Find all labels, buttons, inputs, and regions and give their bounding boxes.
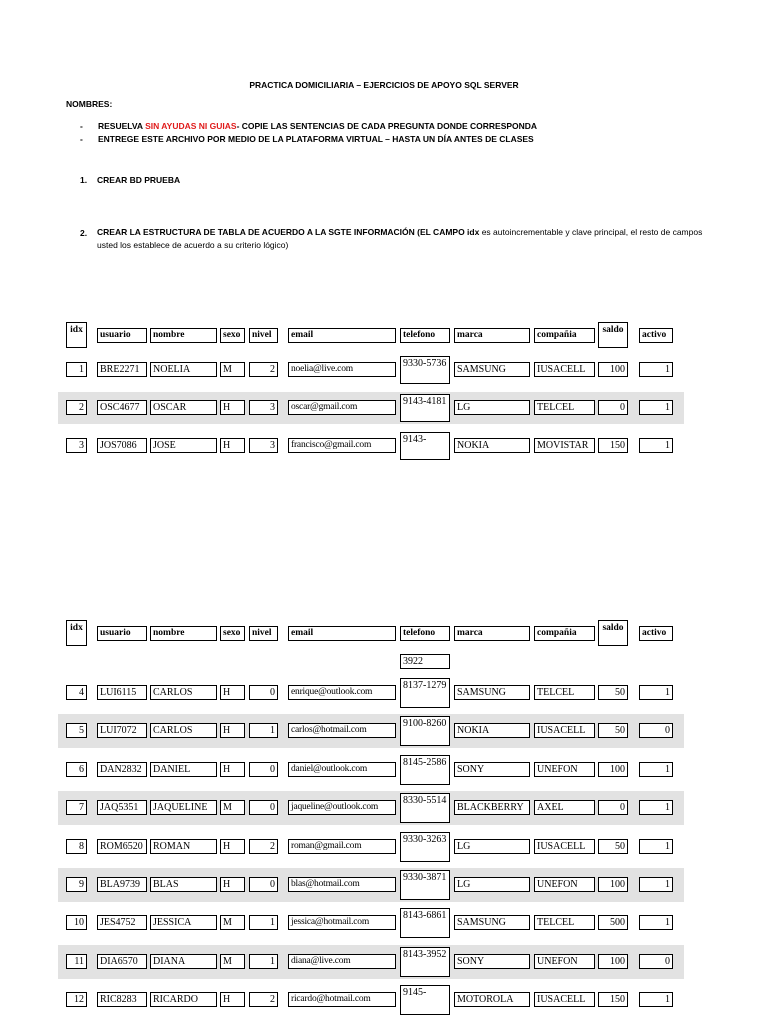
cell-saldo: 50	[598, 839, 628, 854]
cell-compania: TELCEL	[534, 915, 595, 930]
question-2-text	[97, 226, 707, 252]
bullet-dash: -	[80, 134, 83, 144]
cell-activo: 1	[639, 762, 673, 777]
cell-nivel: 3	[249, 400, 278, 415]
cell-email: carlos@hotmail.com	[288, 723, 396, 738]
cell-telefono: 8137-1279	[400, 678, 450, 708]
cell-saldo: 100	[598, 762, 628, 777]
column-header-marca: marca	[454, 328, 530, 343]
column-header-sexo: sexo	[220, 328, 245, 343]
cell-email: enrique@outlook.com	[288, 685, 396, 700]
cell-nombre: DIANA	[150, 954, 217, 969]
cell-saldo: 100	[598, 362, 628, 377]
header-row	[0, 620, 768, 646]
cell-compania: TELCEL	[534, 400, 595, 415]
column-header-compania: compañia	[534, 328, 595, 343]
cell-sexo: M	[220, 800, 245, 815]
cell-marca: BLACKBERRY	[454, 800, 530, 815]
cell-marca: MOTOROLA	[454, 992, 530, 1007]
cell-email: ricardo@hotmail.com	[288, 992, 396, 1007]
cell-usuario: BRE2271	[97, 362, 147, 377]
page-title: PRACTICA DOMICILIARIA – EJERCICIOS DE APOYO SQL SERVER	[249, 80, 519, 90]
cell-idx: 5	[66, 723, 87, 738]
column-header-nivel: nivel	[249, 328, 278, 343]
cell-idx: 1	[66, 362, 87, 377]
cell-nombre: CARLOS	[150, 685, 217, 700]
cell-email: noelia@live.com	[288, 362, 396, 377]
cell-telefono: 8143-6861	[400, 908, 450, 938]
table-row	[0, 983, 768, 1017]
cell-nombre: NOELIA	[150, 362, 217, 377]
cell-nombre: RICARDO	[150, 992, 217, 1007]
cell-sexo: H	[220, 839, 245, 854]
cell-nivel: 2	[249, 839, 278, 854]
instruction-1-highlight: SIN AYUDAS NI GUIAS	[145, 121, 237, 131]
cell-sexo: H	[220, 438, 245, 453]
cell-sexo: H	[220, 992, 245, 1007]
cell-saldo: 0	[598, 400, 628, 415]
column-header-email: email	[288, 626, 396, 641]
question-1	[80, 175, 180, 185]
table-row	[0, 906, 768, 940]
table-row	[0, 392, 768, 424]
cell-telefono: 9143-4181	[400, 394, 450, 422]
cell-activo: 1	[639, 800, 673, 815]
cell-compania: IUSACELL	[534, 839, 595, 854]
cell-saldo: 150	[598, 992, 628, 1007]
cell-saldo: 500	[598, 915, 628, 930]
column-header-telefono: telefono	[400, 328, 450, 343]
cell-idx: 10	[66, 915, 87, 930]
cell-nombre: JOSE	[150, 438, 217, 453]
table-row	[0, 430, 768, 462]
cell-nivel: 1	[249, 915, 278, 930]
cell-saldo: 0	[598, 800, 628, 815]
cell-idx: 9	[66, 877, 87, 892]
cell-sexo: H	[220, 762, 245, 777]
question-2-bold: CREAR LA ESTRUCTURA DE TABLA DE ACUERDO A LA SGTE INFORMACIÓN (EL CAMPO idx	[97, 227, 482, 237]
cell-nivel: 0	[249, 800, 278, 815]
cell-nombre: JESSICA	[150, 915, 217, 930]
cell-compania: MOVISTAR	[534, 438, 595, 453]
question-2-normal: es autoincrementable y clave principal, el resto de campos usted los establece de acuerdo a su criterio lógico)	[97, 227, 703, 250]
cell-marca: SAMSUNG	[454, 915, 530, 930]
bullet-dash: -	[80, 121, 83, 131]
header-row	[0, 322, 768, 348]
cell-marca: LG	[454, 877, 530, 892]
column-header-telefono: telefono	[400, 626, 450, 641]
table-row	[0, 945, 768, 979]
cell-activo: 0	[639, 954, 673, 969]
cell-idx: 7	[66, 800, 87, 815]
cell-saldo: 100	[598, 877, 628, 892]
cell-telefono: 9330-3871	[400, 870, 450, 900]
cell-compania: AXEL	[534, 800, 595, 815]
cell-compania: IUSACELL	[534, 723, 595, 738]
cell-marca: SAMSUNG	[454, 685, 530, 700]
cell-nivel: 2	[249, 992, 278, 1007]
column-header-compania: compañia	[534, 626, 595, 641]
column-header-activo: activo	[639, 626, 673, 641]
cell-activo: 1	[639, 992, 673, 1007]
column-header-marca: marca	[454, 626, 530, 641]
cell-nivel: 2	[249, 362, 278, 377]
column-header-nivel: nivel	[249, 626, 278, 641]
column-header-usuario: usuario	[97, 626, 147, 641]
cell-email: blas@hotmail.com	[288, 877, 396, 892]
cell-nombre: DANIEL	[150, 762, 217, 777]
cell-compania: TELCEL	[534, 685, 595, 700]
question-1-number: 1.	[80, 175, 88, 185]
cell-nombre: JAQUELINE	[150, 800, 217, 815]
question-2-number: 2.	[80, 228, 88, 238]
cell-idx: 4	[66, 685, 87, 700]
cell-marca: NOKIA	[454, 438, 530, 453]
cell-nivel: 3	[249, 438, 278, 453]
cell-sexo: H	[220, 877, 245, 892]
cell-usuario: LUI6115	[97, 685, 147, 700]
cell-idx: 8	[66, 839, 87, 854]
column-header-sexo: sexo	[220, 626, 245, 641]
instruction-2-text: ENTREGE ESTE ARCHIVO POR MEDIO DE LA PLATAFORMA VIRTUAL – HASTA UN DÍA ANTES DE CLASES	[98, 134, 534, 144]
cell-idx: 2	[66, 400, 87, 415]
cell-sexo: H	[220, 723, 245, 738]
instruction-1-prefix: RESUELVA	[98, 121, 146, 131]
cell-idx: 3	[66, 438, 87, 453]
cell-email: roman@gmail.com	[288, 839, 396, 854]
cell-telefono: 8145-2586	[400, 755, 450, 785]
column-header-saldo: saldo	[598, 322, 628, 348]
cell-usuario: DAN2832	[97, 762, 147, 777]
cell-sexo: H	[220, 400, 245, 415]
cell-idx: 11	[66, 954, 87, 969]
column-header-usuario: usuario	[97, 328, 147, 343]
cell-nombre: ROMAN	[150, 839, 217, 854]
cell-marca: NOKIA	[454, 723, 530, 738]
cell-usuario: LUI7072	[97, 723, 147, 738]
cell-usuario: DIA6570	[97, 954, 147, 969]
cell-activo: 0	[639, 723, 673, 738]
cell-idx: 12	[66, 992, 87, 1007]
cell-marca: LG	[454, 839, 530, 854]
cell-nivel: 1	[249, 723, 278, 738]
cell-nombre: BLAS	[150, 877, 217, 892]
cell-email: jessica@hotmail.com	[288, 915, 396, 930]
cell-nivel: 0	[249, 877, 278, 892]
cell-activo: 1	[639, 839, 673, 854]
cell-nombre: CARLOS	[150, 723, 217, 738]
cell-compania: IUSACELL	[534, 992, 595, 1007]
cell-marca: SONY	[454, 762, 530, 777]
column-header-nombre: nombre	[150, 328, 217, 343]
cell-email: francisco@gmail.com	[288, 438, 396, 453]
cell-sexo: M	[220, 915, 245, 930]
table-row	[0, 830, 768, 864]
table-row	[0, 676, 768, 710]
cell-telefono: 9330-5736	[400, 356, 450, 384]
cell-usuario: JES4752	[97, 915, 147, 930]
cell-compania: UNEFON	[534, 762, 595, 777]
table-row	[0, 753, 768, 787]
column-header-nombre: nombre	[150, 626, 217, 641]
column-header-idx: idx	[66, 322, 87, 348]
cell-compania: UNEFON	[534, 877, 595, 892]
cell-activo: 1	[639, 877, 673, 892]
instruction-1	[80, 121, 537, 131]
cell-sexo: M	[220, 362, 245, 377]
cell-nivel: 1	[249, 954, 278, 969]
cell-telefono: 8143-3952	[400, 947, 450, 977]
cell-telefono: 9145-	[400, 985, 450, 1015]
cell-nombre: OSCAR	[150, 400, 217, 415]
instruction-2	[80, 134, 534, 144]
cell-saldo: 50	[598, 723, 628, 738]
cell-saldo: 50	[598, 685, 628, 700]
cell-telefono: 8330-5514	[400, 793, 450, 823]
instruction-1-suffix: - COPIE LAS SENTENCIAS DE CADA PREGUNTA DONDE CORRESPONDA	[236, 121, 538, 131]
cell-telefono: 9330-3263	[400, 832, 450, 862]
cell-nivel: 0	[249, 762, 278, 777]
cell-usuario: JOS7086	[97, 438, 147, 453]
names-label: NOMBRES:	[66, 99, 113, 109]
cell-usuario: BLA9739	[97, 877, 147, 892]
column-header-saldo: saldo	[598, 620, 628, 646]
cell-marca: SONY	[454, 954, 530, 969]
table-row	[0, 791, 768, 825]
cell-telefono: 9143-	[400, 432, 450, 460]
cell-telefono: 9100-8260	[400, 716, 450, 746]
carry-over-telefono: 3922	[400, 654, 450, 669]
cell-saldo: 100	[598, 954, 628, 969]
cell-usuario: JAQ5351	[97, 800, 147, 815]
cell-email: daniel@outlook.com	[288, 762, 396, 777]
cell-idx: 6	[66, 762, 87, 777]
column-header-activo: activo	[639, 328, 673, 343]
cell-activo: 1	[639, 438, 673, 453]
cell-activo: 1	[639, 685, 673, 700]
cell-marca: SAMSUNG	[454, 362, 530, 377]
question-1-text: CREAR BD PRUEBA	[97, 175, 181, 185]
cell-compania: IUSACELL	[534, 362, 595, 377]
column-header-idx: idx	[66, 620, 87, 646]
cell-email: diana@live.com	[288, 954, 396, 969]
cell-email: jaqueline@outlook.com	[288, 800, 396, 815]
cell-usuario: ROM6520	[97, 839, 147, 854]
table-row	[0, 354, 768, 386]
cell-usuario: OSC4677	[97, 400, 147, 415]
table-row	[0, 714, 768, 748]
cell-nivel: 0	[249, 685, 278, 700]
cell-sexo: H	[220, 685, 245, 700]
table-row	[0, 868, 768, 902]
cell-saldo: 150	[598, 438, 628, 453]
cell-sexo: M	[220, 954, 245, 969]
cell-activo: 1	[639, 915, 673, 930]
cell-marca: LG	[454, 400, 530, 415]
cell-activo: 1	[639, 400, 673, 415]
cell-usuario: RIC8283	[97, 992, 147, 1007]
column-header-email: email	[288, 328, 396, 343]
cell-activo: 1	[639, 362, 673, 377]
cell-email: oscar@gmail.com	[288, 400, 396, 415]
cell-compania: UNEFON	[534, 954, 595, 969]
